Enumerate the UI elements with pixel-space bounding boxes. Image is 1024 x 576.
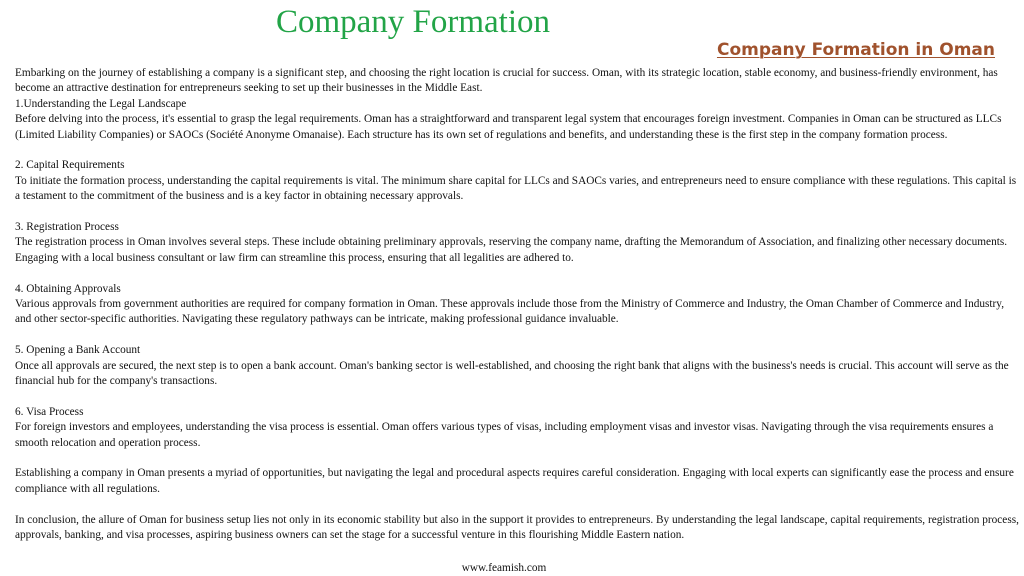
paragraph-spacer [15, 266, 1023, 281]
page-title: Company Formation [275, 4, 551, 40]
paragraph-spacer [15, 451, 1023, 466]
section-text-visa: For foreign investors and employees, understanding the visa process is essential. Oman offers various types of visas, including employment visas and investor visas. Navigating through the visa requirements ensures a smooth relocation and operation process. [15, 421, 994, 449]
section-text-capital: To initiate the formation process, understanding the capital requirements is vital. The minimum share capital for LLCs and SAOCs varies, and entrepreneurs need to ensure compliance with these regulations. This capital is a testament to the commitment of the business and is a key factor in obtaining necessary approvals. [15, 174, 1017, 203]
closing-paragraph: Establishing a company in Oman presents a myriad of opportunities, but navigating the legal and procedural aspects requires careful consideration. Engaging with local experts can significantly ease the process and ensure compliance with all regulations. [15, 467, 1014, 495]
section-text-approvals: Various approvals from government authorities are required for company formation in Oman. These approvals include those from the Ministry of Commerce and Industry, the Oman Chamber of Commerce and Industry, and other sector-specific authorities. Navigating these regulatory pathways can be intricate, making professional guidance invaluable. [15, 298, 1005, 326]
section-heading-visa: 6. Visa Process [15, 405, 84, 418]
conclusion-paragraph: In conclusion, the allure of Oman for business setup lies not only in its economic stability but also in the support it provides to entrepreneurs. By understanding the legal landscape, capital requirements, registration process, approvals, banking, and visa processes, aspiring business owners can set the stage for a successful venture in this flourishing Middle Eastern nation. [15, 513, 1019, 542]
article-body [15, 66, 1023, 543]
section-heading-approvals: 4. Obtaining Approvals [15, 282, 121, 295]
section-heading-registration: 3. Registration Process [15, 221, 119, 234]
paragraph-spacer [15, 389, 1023, 404]
paragraph-spacer [15, 497, 1023, 512]
section-text-legal: Before delving into the process, it's essential to grasp the legal requirements. Oman has a straightforward and transparent legal system that encourages foreign investment. Companies in Oman can be structured as LLCs (Limited Liability Companies) or SAOCs (Société Anonyme Omanaise). Each structure has its own set of regulations and benefits, and understanding these is the first step in the company formation process. [15, 113, 1002, 141]
page-subtitle: Company Formation in Oman [716, 40, 995, 60]
paragraph-spacer [15, 143, 1023, 158]
section-text-registration: The registration process in Oman involves several steps. These include obtaining preliminary approvals, reserving the company name, drafting the Memorandum of Association, and finalizing other necessary documents. Engaging with a local business consultant or law firm can streamline this process, ensuring that all legalities are adhered to. [15, 236, 1008, 264]
paragraph-spacer [15, 205, 1023, 220]
section-text-bank: Once all approvals are secured, the next step is to open a bank account. Oman's banking sector is well-established, and choosing the right bank that aligns with the business's needs is crucial. This account will serve as the financial hub for the company's transactions. [15, 359, 1009, 388]
section-heading-bank: 5. Opening a Bank Account [15, 344, 141, 357]
footer-url: www.feamish.com [461, 562, 547, 574]
paragraph-spacer [15, 328, 1023, 343]
section-heading-capital: 2. Capital Requirements [15, 159, 125, 172]
section-heading-legal: 1.Understanding the Legal Landscape [15, 97, 187, 110]
intro-paragraph: Embarking on the journey of establishing a company is a significant step, and choosing the right location is crucial for success. Oman, with its strategic location, stable economy, and business-friendly environment, has become an attractive destination for entrepreneurs seeking to set up their businesses in the Middle East. [15, 67, 998, 95]
